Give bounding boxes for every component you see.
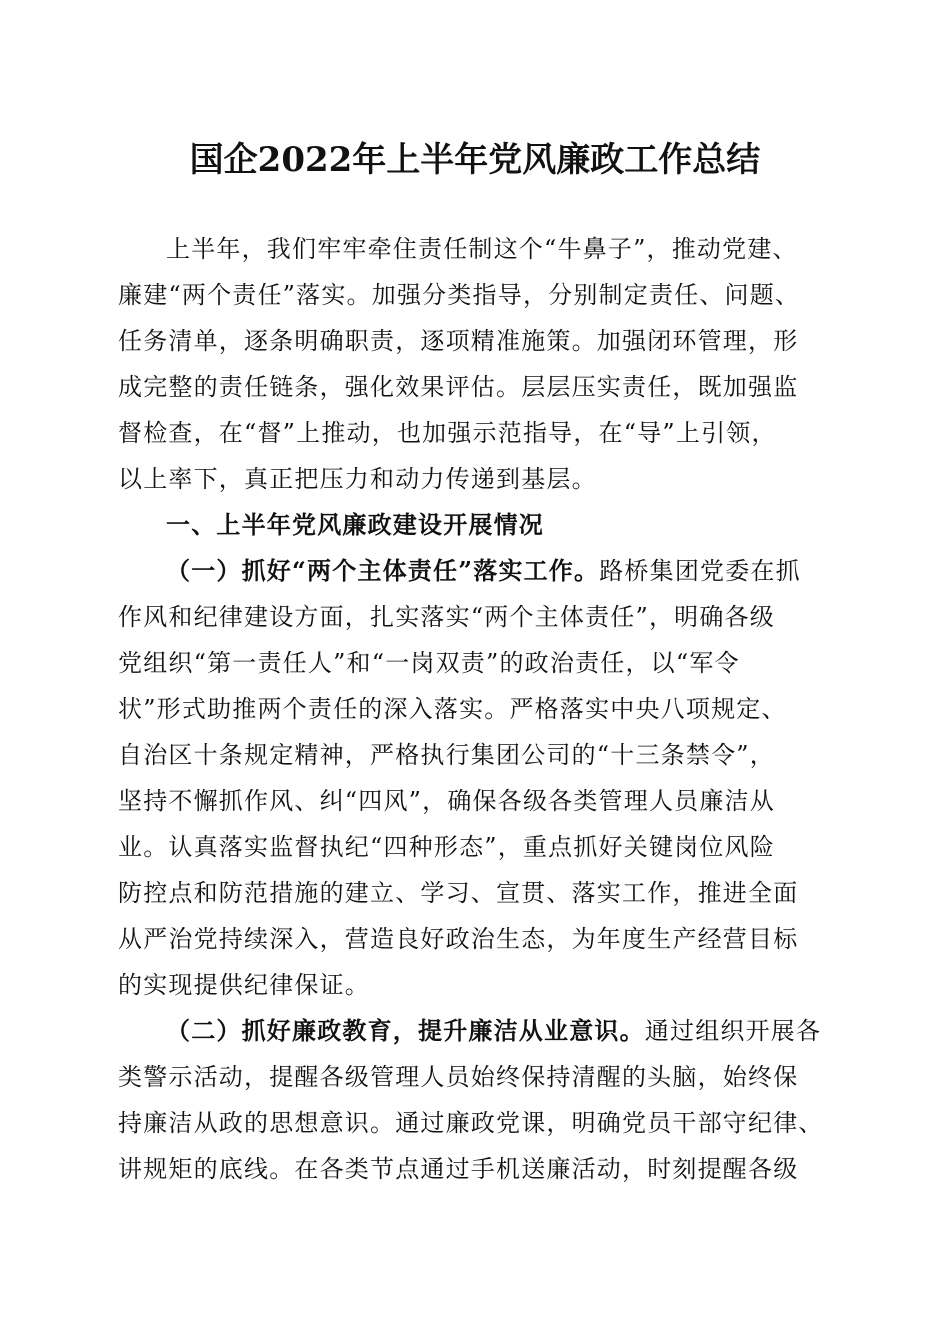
paragraph-line: 自治区十条规定精神，严格执行集团公司的“十三条禁令”，: [118, 741, 775, 769]
paragraph-line: 督检查，在“督”上推动，也加强示范指导，在“导”上引领，: [118, 419, 777, 447]
paragraph-sub1: [118, 548, 840, 1008]
paragraph-line: 以上率下，真正把压力和动力传递到基层。: [118, 465, 597, 493]
paragraph-line: 类警示活动，提醒各级管理人员始终保持清醒的头脑，始终保: [118, 1063, 799, 1091]
paragraph-line: 成完整的责任链条，强化效果评估。层层压实责任，既加强监: [118, 373, 799, 401]
paragraph-line: 党组织“第一责任人”和“一岗双责”的政治责任，以“军令: [118, 649, 740, 677]
paragraph-line: 上半年，我们牢牢牵住责任制这个“牛鼻子”，推动党建、: [166, 235, 798, 263]
paragraph-sub2: [118, 1008, 840, 1192]
paragraph-line: 廉建“两个责任”落实。加强分类指导，分别制定责任、问题、: [118, 281, 801, 309]
paragraph-text: 路桥集团党委在抓: [599, 557, 801, 585]
paragraph-line: 的实现提供纪律保证。: [118, 971, 370, 999]
section-heading: 一、上半年党风廉政建设开展情况: [166, 510, 544, 539]
paragraph-line: 状”形式助推两个责任的深入落实。严格落实中央八项规定、: [118, 695, 787, 723]
paragraph-line: [118, 548, 840, 594]
subsection-lead: （一）抓好“两个主体责任”落实工作。: [166, 556, 600, 585]
paragraph-line: 持廉洁从政的思想意识。通过廉政党课，明确党员干部守纪律、: [118, 1109, 824, 1137]
paragraph-line: [118, 1008, 840, 1054]
paragraph-line: 讲规矩的底线。在各类节点通过手机送廉活动，时刻提醒各级: [118, 1155, 799, 1183]
paragraph-intro: [118, 226, 840, 502]
paragraph-line: 坚持不懈抓作风、纠“四风”，确保各级各类管理人员廉洁从: [118, 787, 775, 815]
subsection-lead: （二）抓好廉政教育，提升廉洁从业意识。: [166, 1016, 645, 1045]
body-text: [118, 226, 840, 1192]
paragraph-text: 通过组织开展各: [644, 1017, 822, 1045]
paragraph-line: 防控点和防范措施的建立、学习、宣贯、落实工作，推进全面: [118, 879, 799, 907]
paragraph-line: 作风和纪律建设方面，扎实落实“两个主体责任”，明确各级: [118, 603, 775, 631]
paragraph-line: 任务清单，逐条明确职责，逐项精准施策。加强闭环管理，形: [118, 327, 799, 355]
document-title: 国企2022年上半年党风廉政工作总结: [189, 140, 761, 180]
paragraph-line: 业。认真落实监督执纪“四种形态”，重点抓好关键岗位风险: [118, 833, 775, 861]
paragraph-line: 从严治党持续深入，营造良好政治生态，为年度生产经营目标: [118, 925, 799, 953]
